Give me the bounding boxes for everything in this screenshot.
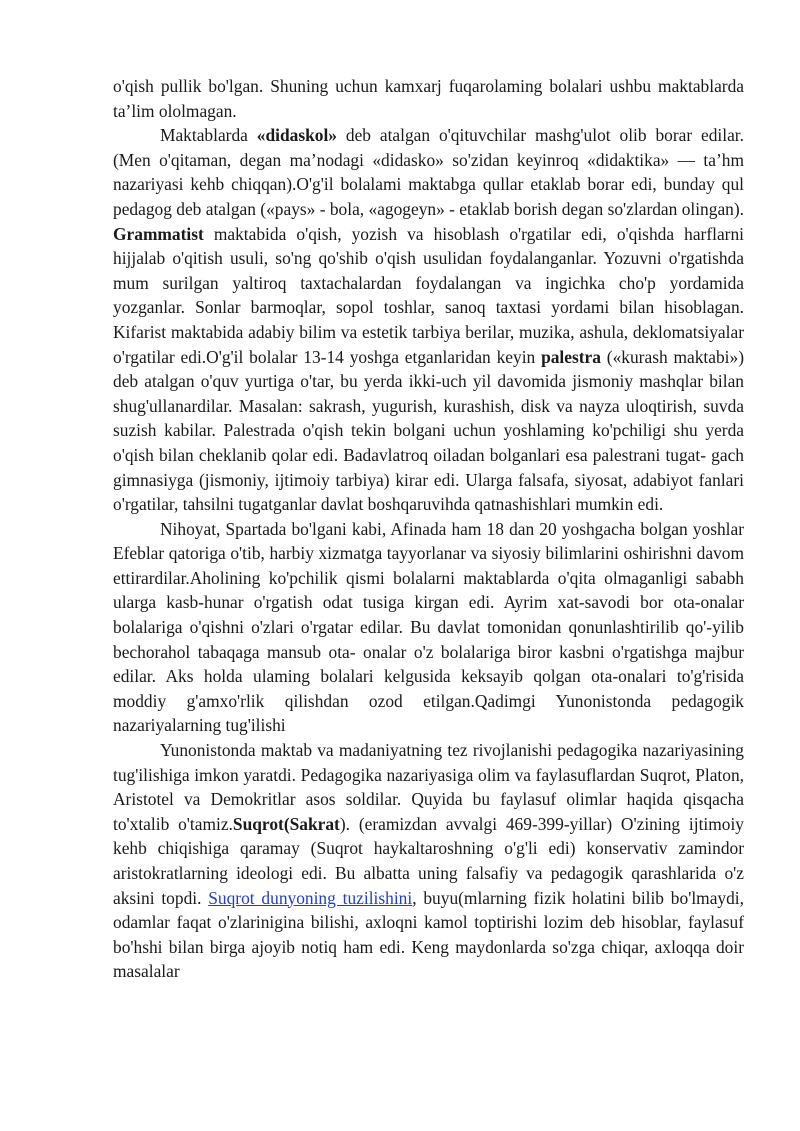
bold-term: Suqrot(Sakrat — [232, 813, 340, 834]
text-run: Yunonistonda maktab va madaniyatning tez rivojlanishi pedagogika nazariyasining tug'ilishiga imkon yaratdi. Pedagogika nazariyasiga olim va faylasuflardan Suqrot, Platon, Aristotel va Demokritlar asos soldilar. Quyida bu faylasuf olimlar haqida qisqacha to'xtalib o'tamiz. — [113, 740, 744, 834]
text-run: («kurash maktabi») deb atalgan o'quv yurtiga o'tar, bu yerda ikki-uch yil davomida jismoniy mashqlar bilan shug'ullanardilar. Masalan: sakrash, yugurish, kurashish, disk va nayza uloqtirish, suvda suzish kabilar. Palestrada o'qish tekin bolgani uchun yoshlaming ko'pchiligi shu yerda o'qish bilan cheklanib qolar edi. Badavlatroq oiladan bolganlari esa palestrani tugat- gach gimnasiyga (jismoniy, ijtimoiy tarbiya) kirar edi. Ularga falsafa, siyosat, adabiyot fanlari o'rgatilar, tahsilni tugatganlar davlat boshqaruvihda qatnashishlari mumkin edi. — [113, 346, 744, 515]
text-run: , buyu(mlarning fizik holatini bilib bo'lmaydi, odamlar faqat o'zlarinigina bilishi, axloqni kamol toptirishi lozim deb hisoblar, faylasuf bo'hshi bilan birga ajoyib notiq ham edi. Keng maydonlarda so'zga chiqar, axloqqa doir masalalar — [113, 887, 744, 982]
document-body — [113, 74, 744, 984]
text-run: maktabida o'qish, yozish va hisoblash o'rgatilar edi, o'qishda harflarni hijjalab o'qitish usuli, so'ng qo'shib o'qish usulidan foydalanganlar. Yozuvni o'rgatishda mum surilgan yaltiroq taxtachalardan foydalangan va ingichka cho'p yordamida yozganlar. Sonlar barmoqlar, sopol toshlar, sanoq taxtasi yordami bilan hisoblagan. Kifarist maktabida adabiy bilim va estetik tarbiya berilar, muzika, ashula, deklomatsiyalar o'rgatilar edi.O'g'il bolalar 13-14 yoshga etganlaridan keyin — [113, 223, 744, 367]
text-run: Nihoyat, Spartada bo'lgani kabi, Afinada ham 18 dan 20 yoshgacha bolgan yoshlar Efeblar qatoriga o'tib, harbiy xizmatga tayyorlanar va siyosiy bilimlarini oshirishni davom ettirardilar.Aholining ko'pchilik qismi bolalarni maktablarda o'qita olmaganligi sababh ularga kasb-hunar o'rgatish odat tusiga kirgan edi. Ayrim xat-savodi bor ota-onalar bolalariga o'qishni o'zlari o'rgatar edilar. Bu davlat tomonidan qonunlashtirilib qo'-yilib bechorahol tabaqaga mansub ota- onalar o'z bolalariga biror kasbni o'rgatishga majbur edilar. Aks holda ulaming bolalari kelgusida keksayib qolgan ota-onalari to'g'risida moddiy g'amxo'rlik qilishdan ozod etilgan.Qadimgi Yunonistonda pedagogik nazariyalarning tug'ilishi — [113, 518, 744, 736]
bold-term: Grammatist — [113, 223, 204, 244]
bold-term: «didaskol» — [256, 125, 337, 146]
text-run: Maktablarda — [160, 125, 257, 146]
paragraph — [113, 74, 744, 123]
paragraph — [113, 738, 744, 984]
text-run: deb atalgan o'qituvchilar mashg'ulot olib borar edilar. (Men o'qitaman, degan ma’nodagi «didasko» so'zidan keyinroq «didaktika» — ta’hm nazariyasi kehb chiqqan).O'g'il bolalami maktabga qullar etaklab borar edi, bunday qul pedagog deb atalgan («pays» - bola, «agogeyn» - etaklab borish degan so'zlardan olingan). — [113, 125, 744, 219]
paragraph — [113, 123, 744, 517]
paragraph — [113, 517, 744, 738]
text-run: ). (eramizdan avvalgi 469-399-yillar) O'zining ijtimoiy kehb chiqishiga qaramay (Suqrot haykaltaroshning o'g'li edi) konservativ zamindor aristokratlarning ideologi edi. Bu albatta uning falsafiy va pedagogik qarashlarida o'z aksini topdi. — [113, 813, 744, 908]
bold-term: palestra — [541, 346, 601, 367]
hyperlink[interactable]: Suqrot dunyoning tuzilishini — [208, 887, 413, 908]
text-run: o'qish pullik bo'lgan. Shuning uchun kamxarj fuqarolaming bolalari ushbu maktablarda ta’lim ololmagan. — [113, 76, 744, 121]
